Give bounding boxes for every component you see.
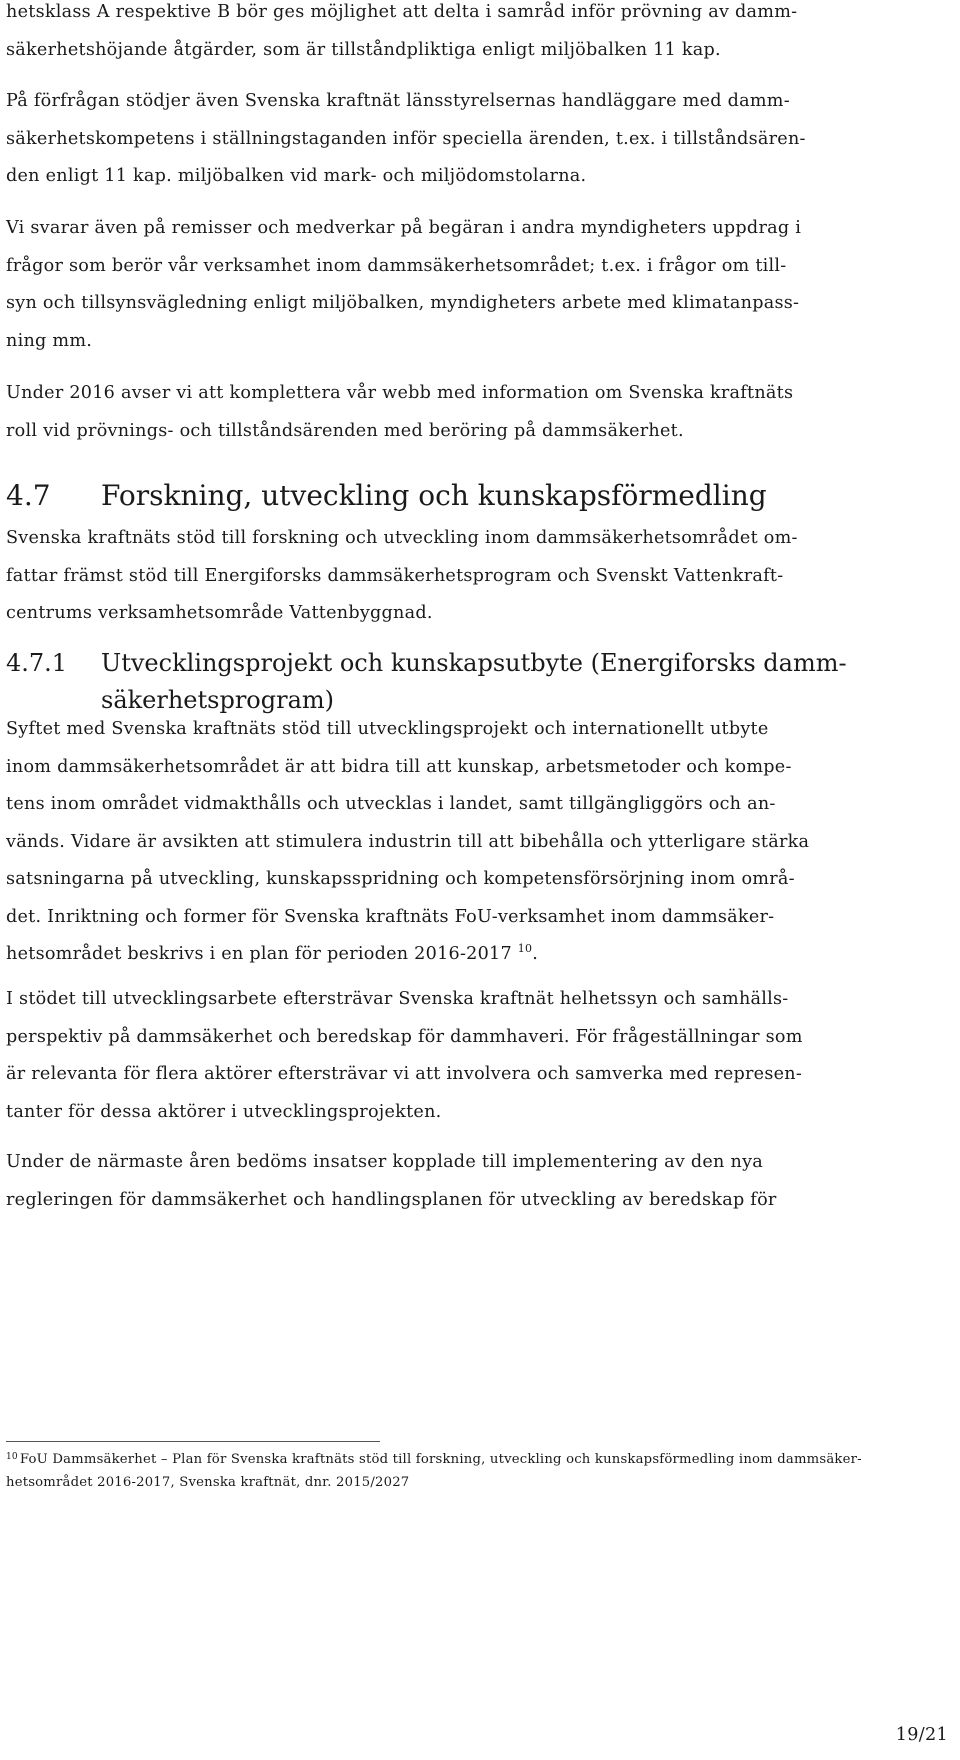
text-line: frågor som berör vår verksamhet inom dammsäkerhetsområdet; t.ex. i frågor om till- [6, 255, 787, 276]
paragraph-remisser [6, 210, 801, 360]
text-line: den enligt 11 kap. miljöbalken vid mark- och miljödomstolarna. [6, 166, 587, 186]
footnote-text: FoU Dammsäkerhet – Plan för Svenska kraftnäts stöd till forskning, utveckling och kunskapsförmedling inom dammsäker- [19, 1452, 862, 1467]
text-line: Under 2016 avser vi att komplettera vår webb med information om Svenska kraftnäts [6, 383, 794, 403]
text-line: tens inom området vidmakthålls och utvecklas i landet, samt tillgängliggörs och an- [6, 794, 776, 814]
page-number: 19/21 [895, 1725, 948, 1745]
section-heading-4-7 [6, 478, 767, 514]
paragraph-forfragan [6, 83, 806, 196]
text-line: centrums verksamhetsområde Vattenbyggnad. [6, 603, 433, 623]
text-line: är relevanta för flera aktörer eftersträvar vi att involvera och samverka med represen- [6, 1064, 803, 1084]
footnote [6, 1449, 862, 1494]
paragraph-utvecklingsarbete [6, 981, 803, 1131]
text-line: roll vid prövnings- och tillståndsärenden med beröring på dammsäkerhet. [6, 420, 684, 441]
text-line: det. Inriktning och former för Svenska kraftnäts FoU-verksamhet inom dammsäker- [6, 906, 775, 927]
text-line: ning mm. [6, 330, 93, 351]
subsection-number: 4.7.1 [6, 649, 68, 677]
text-line: Svenska kraftnäts stöd till forskning och utveckling inom dammsäkerhetsområdet om- [6, 528, 798, 548]
text-line: fattar främst stöd till Energiforsks dammsäkerhetsprogram och Svenskt Vattenkraft- [6, 565, 784, 586]
section-number: 4.7 [6, 479, 51, 512]
text-line: regleringen för dammsäkerhet och handlingsplanen för utveckling av beredskap för [6, 1189, 777, 1210]
text-line: säkerhetskompetens i ställningstaganden inför speciella ärenden, t.ex. i tillståndsären- [6, 128, 806, 149]
paragraph-narmaste-aren [6, 1144, 777, 1219]
paragraph-samrad [6, 0, 797, 69]
footnote-reference: 10 [517, 942, 533, 955]
text-line: Syftet med Svenska kraftnäts stöd till utvecklingsprojekt och internationellt utbyte [6, 719, 769, 739]
text-line: I stödet till utvecklingsarbete eftersträvar Svenska kraftnät helhetssyn och samhälls- [6, 989, 789, 1009]
text-line: satsningarna på utveckling, kunskapsspridning och kompetensförsörjning inom områ- [6, 869, 795, 889]
text-segment: hetsområdet beskrivs i en plan för perioden 2016-2017 [6, 944, 512, 964]
section-heading-4-7-1 [6, 645, 847, 719]
subsection-title-line: Utvecklingsprojekt och kunskapsutbyte (Energiforsks damm- [101, 649, 847, 677]
footnote-line [6, 1449, 862, 1472]
subsection-title-line: säkerhetsprogram) [101, 686, 335, 714]
footnote-line: hetsområdet 2016-2017, Svenska kraftnät, dnr. 2015/2027 [6, 1475, 410, 1490]
text-line: vänds. Vidare är avsikten att stimulera industrin till att bibehålla och ytterligare stärka [6, 831, 810, 852]
paragraph-forskning [6, 520, 798, 633]
text-line: På förfrågan stödjer även Svenska kraftnät länsstyrelsernas handläggare med damm- [6, 91, 790, 111]
text-line [6, 936, 809, 974]
paragraph-webb [6, 375, 793, 450]
footnote-divider [6, 1441, 380, 1442]
text-line: Under de närmaste åren bedöms insatser kopplade till implementering av den nya [6, 1152, 763, 1172]
text-line: inom dammsäkerhetsområdet är att bidra till att kunskap, arbetsmetoder och kompe- [6, 756, 792, 777]
text-line: syn och tillsynsvägledning enligt miljöbalken, myndigheters arbete med klimatanpass- [6, 293, 800, 313]
footnote-mark: 10 [6, 1452, 18, 1462]
paragraph-syftet [6, 711, 809, 974]
text-line: tanter för dessa aktörer i utvecklingsprojekten. [6, 1101, 442, 1122]
text-line: Vi svarar även på remisser och medverkar på begäran i andra myndigheters uppdrag i [6, 218, 802, 238]
text-line: säkerhetshöjande åtgärder, som är tillståndpliktiga enligt miljöbalken 11 kap. [6, 39, 721, 60]
text-line: hetsklass A respektive B bör ges möjlighet att delta i samråd inför prövning av damm- [6, 2, 798, 22]
section-title: Forskning, utveckling och kunskapsförmedling [101, 479, 767, 512]
text-segment: . [532, 944, 539, 964]
text-line: perspektiv på dammsäkerhet och beredskap för dammhaveri. För frågeställningar som [6, 1026, 803, 1047]
